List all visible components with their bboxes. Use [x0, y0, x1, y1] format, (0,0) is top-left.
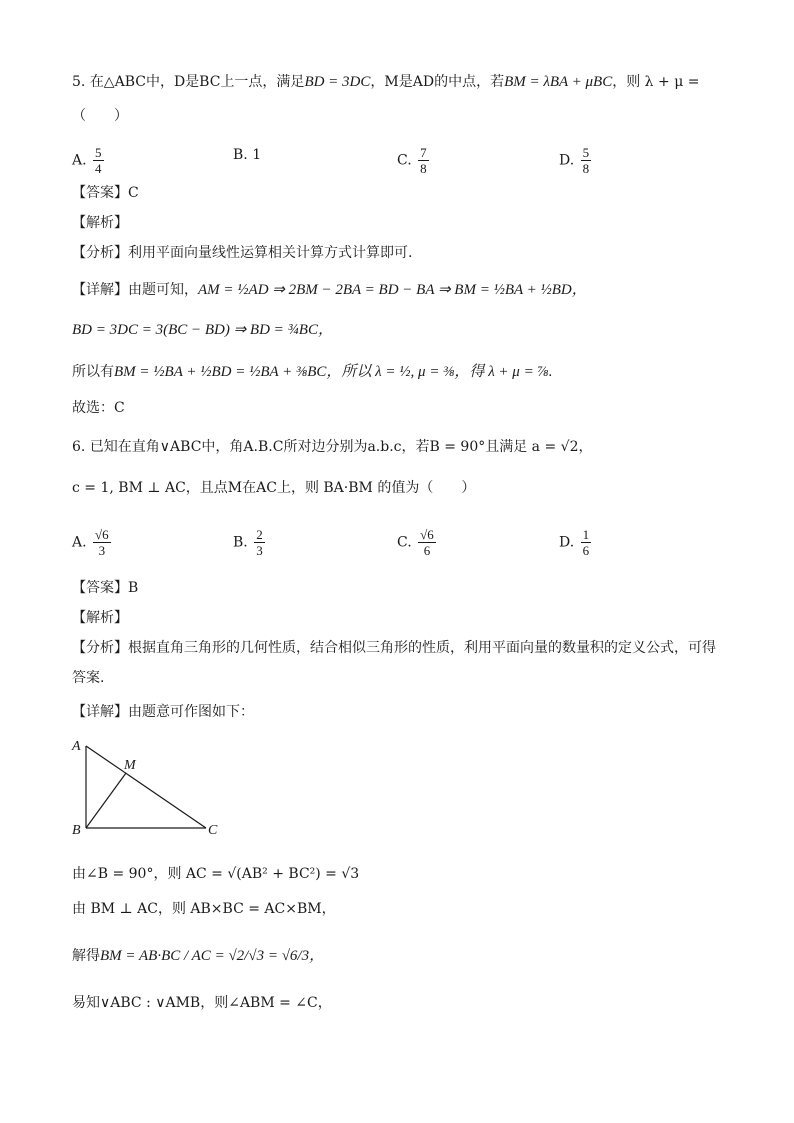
q6-fenxi-2: 答案.	[72, 670, 105, 686]
q5-option-d-fraction: $\frac{5}{8}$	[582, 145, 590, 176]
q6-option-c-fraction: $\frac{√6}{6}$	[420, 527, 434, 558]
q6-option-b: B. $\frac{2}{3}$	[233, 527, 263, 558]
q6-option-b-fraction: $\frac{2}{3}$	[256, 527, 263, 558]
triangle-diagram	[66, 736, 236, 846]
q5-eq-bd: BD = 3DC	[304, 74, 371, 90]
q6-line3: 解得BM = AB·BC / AC = √2/√3 = √6/3，	[72, 948, 325, 964]
label-a: A	[72, 739, 81, 754]
q5-jiexi: 【解析】	[72, 215, 128, 231]
q5-stem-text-2: ，M是AD的中点，若	[370, 74, 505, 90]
label-m: M	[124, 758, 136, 773]
segment-bm	[86, 773, 126, 828]
q6-line1: 由∠B = 90°，则 AC = √(AB² + BC²) = √3	[72, 866, 360, 882]
q6-answer: 【答案】B	[72, 580, 139, 596]
q5-fenxi: 【分析】利用平面向量线性运算相关计算方式计算即可.	[72, 245, 413, 261]
q6-option-a-fraction: $\frac{√6}{3}$	[95, 527, 109, 558]
q5-stem-text-3: ，则 λ + μ =	[612, 74, 700, 90]
side-ac	[86, 746, 206, 828]
q5-stem-text-1: 在△ABC中，D是BC上一点，满足	[89, 74, 305, 90]
q6-xiangjie: 【详解】由题意可作图如下：	[72, 704, 254, 720]
label-b: B	[72, 823, 81, 838]
q6-stem-1: 6. 已知在直角∨ABC中，角A.B.C所对边分别为a.b.c，若B = 90°且满足 a = √2，	[72, 439, 593, 455]
q5-stem: 5. 在△ABC中，D是BC上一点，满足BD = 3DC，M是AD的中点，若BM = λBA + μBC，则 λ + μ =	[72, 74, 700, 90]
q6-option-a: A. $\frac{√6}{3}$	[72, 527, 109, 558]
q6-option-d-fraction: $\frac{1}{6}$	[582, 527, 590, 558]
q5-guxuan: 故选：C	[72, 400, 125, 416]
q5-option-c-fraction: $\frac{7}{8}$	[420, 145, 427, 176]
q5-option-d: D. $\frac{5}{8}$	[559, 145, 590, 176]
q6-option-c: C. $\frac{√6}{6}$	[397, 527, 434, 558]
q5-answer: 【答案】C	[72, 185, 139, 201]
q5-option-b: B. 1	[233, 147, 262, 163]
q6-option-d: D. $\frac{1}{6}$	[559, 527, 590, 558]
q5-eq-bm: BM = λBA + μBC	[504, 74, 613, 90]
q5-paren: （ ）	[72, 108, 128, 124]
q6-line2: 由 BM ⊥ AC，则 AB×BC = AC×BM，	[72, 901, 336, 917]
q6-fenxi-1: 【分析】根据直角三角形的几何性质，结合相似三角形的性质，利用平面向量的数量积的定义公式，可得	[72, 640, 716, 656]
q5-xiangjie-step3: 所以有BM = ½BA + ½BD = ½BA + ⅜BC，所以 λ = ½, μ = ⅜，得 λ + μ = ⅞.	[72, 364, 553, 380]
q5-option-a: A. $\frac{5}{4}$	[72, 145, 102, 176]
label-c: C	[208, 823, 218, 838]
q5-xiangjie-step2: BD = 3DC = 3(BC − BD) ⇒ BD = ¾BC，	[72, 322, 333, 338]
q5-option-c: C. $\frac{7}{8}$	[397, 145, 427, 176]
q5-option-a-fraction: $\frac{5}{4}$	[95, 145, 102, 176]
q6-jiexi: 【解析】	[72, 610, 128, 626]
q6-line4: 易知∨ABC : ∨AMB，则∠ABM = ∠C，	[72, 995, 332, 1011]
q5-xiangjie-step1: 【详解】由题可知，AM = ½AD ⇒ 2BM − 2BA = BD − BA ⇒ BM = ½BA + ½BD，	[72, 282, 587, 298]
q6-stem-2: c = 1, BM ⊥ AC，且点M在AC上，则 BA·BM 的值为（ ）	[72, 480, 476, 496]
